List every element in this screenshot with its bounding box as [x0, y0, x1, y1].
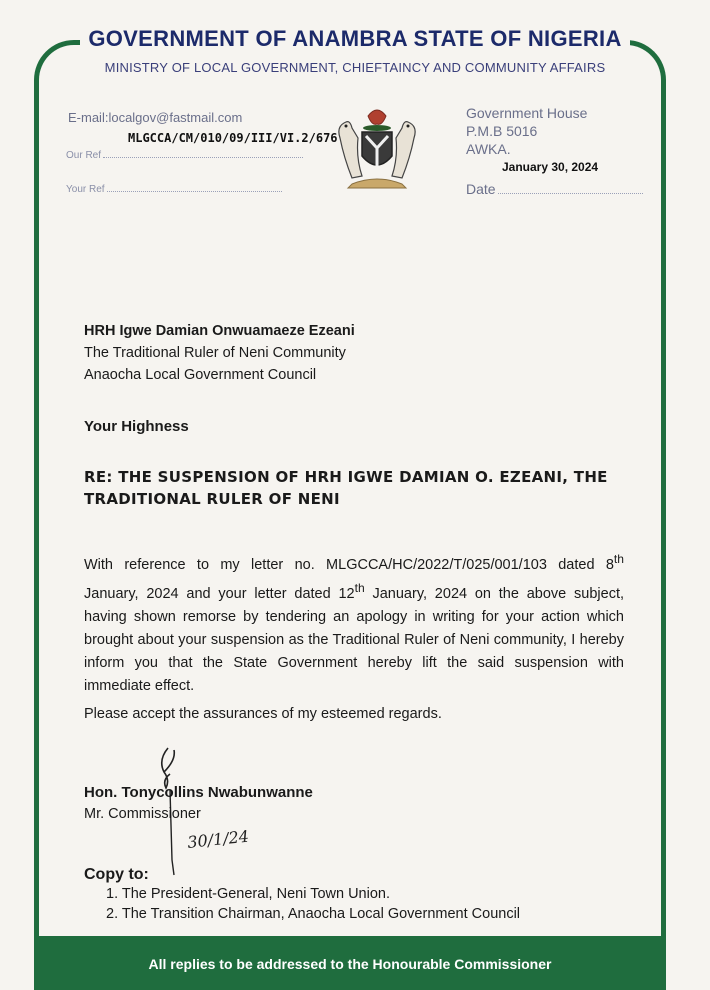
dotted-line	[103, 157, 303, 158]
recipient-council: Anaocha Local Government Council	[84, 367, 317, 383]
our-ref-label: Our Ref	[66, 150, 102, 161]
your-ref-label: Your Ref	[66, 184, 105, 195]
copy-to-label: Copy to:	[84, 866, 149, 883]
signer-title: Mr. Commissioner	[84, 806, 201, 822]
dotted-line	[498, 193, 643, 194]
salutation: Your Highness	[84, 418, 189, 435]
date-label: Date	[466, 181, 496, 197]
coat-of-arms-icon	[322, 98, 432, 190]
reference-number: MLGCCA/CM/010/09/III/VI.2/676	[128, 131, 338, 145]
government-address	[466, 104, 587, 158]
copy-recipient: 1. The President-General, Neni Town Union.	[106, 886, 390, 902]
dotted-line	[107, 191, 282, 192]
copy-recipient: 2. The Transition Chairman, Anaocha Local Government Council	[106, 906, 521, 922]
address-line: AWKA.	[466, 141, 511, 157]
recipient-name: HRH Igwe Damian Onwuamaeze Ezeani	[84, 323, 355, 339]
footer-band	[34, 936, 666, 990]
subject-heading	[84, 466, 644, 510]
letter-date: January 30, 2024	[502, 160, 599, 174]
handwritten-date: 30/1/24	[186, 826, 250, 852]
address-line: P.M.B 5016	[466, 123, 538, 139]
email-line: E-mail:localgov@fastmail.com	[68, 110, 243, 125]
ministry-name: MINISTRY OF LOCAL GOVERNMENT, CHIEFTAINCY AND COMMUNITY AFFAIRS	[104, 60, 606, 75]
our-ref-field	[66, 150, 303, 161]
footer-note: All replies to be addressed to the Honourable Commissioner	[148, 956, 552, 972]
subject-line: RE: THE SUSPENSION OF HRH IGWE DAMIAN O. EZEANI, THE	[84, 468, 608, 486]
your-ref-field	[66, 184, 282, 195]
signer-name: Hon. Tonycollins Nwabunwanne	[84, 784, 313, 801]
date-field	[466, 181, 643, 197]
government-title: GOVERNMENT OF ANAMBRA STATE OF NIGERIA	[0, 26, 710, 52]
recipient-address	[84, 320, 355, 386]
body-paragraph: With reference to my letter no. MLGCCA/HC/2022/T/025/001/103 dated 8th January, 2024 and your letter dated 12th January, 2024 on the above subject, having shown remorse by tendering an apology in writing for your action which brought about your suspension as the Traditional Ruler of Neni community, I hereby inform you that the State Government hereby lift the said suspension with immediate effect.	[84, 552, 625, 694]
recipient-title: The Traditional Ruler of Neni Community	[84, 345, 346, 361]
address-line: Government House	[466, 105, 588, 121]
subject-line: TRADITIONAL RULER OF NENI	[84, 490, 340, 508]
closing-regards: Please accept the assurances of my esteemed regards.	[84, 706, 442, 722]
